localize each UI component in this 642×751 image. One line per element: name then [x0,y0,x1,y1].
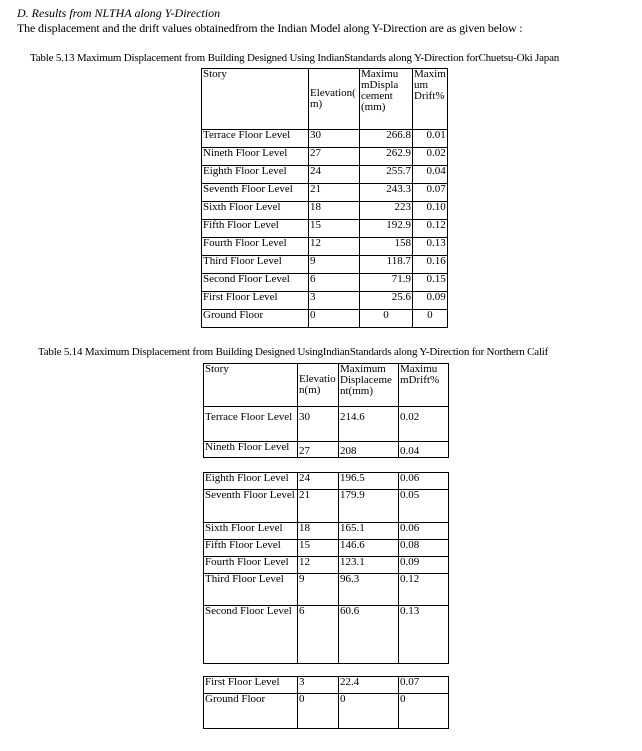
drift-cell: 0.04 [399,442,449,458]
story-cell: Nineth Floor Level [204,442,298,458]
story-cell: Nineth Floor Level [202,148,309,166]
drift-cell: 0.04 [413,166,448,184]
table2-part3 [203,676,449,729]
drift-cell: 0.07 [413,184,448,202]
drift-cell: 0.07 [399,677,449,694]
displacement-cell: 0 [360,310,413,328]
table-row [204,540,449,557]
drift-cell: 0.12 [413,220,448,238]
table-row [202,238,448,256]
elevation-cell: 12 [298,557,339,574]
table-row [204,473,449,490]
drift-cell: 0 [413,310,448,328]
displacement-cell: 118.7 [360,256,413,274]
table2-header-displacement: Maximum Displaceme nt(mm) [339,364,399,407]
table2-header-story: Story [204,364,298,407]
story-cell: Fourth Floor Level [202,238,309,256]
story-cell: First Floor Level [202,292,309,310]
elevation-cell: 18 [298,523,339,540]
drift-cell: 0.05 [399,490,449,523]
table2-part2 [203,472,449,664]
drift-cell: 0.16 [413,256,448,274]
table1-header-drift: Maxim um Drift% [413,69,448,130]
displacement-cell: 146.6 [339,540,399,557]
story-cell: First Floor Level [204,677,298,694]
drift-cell: 0.09 [399,557,449,574]
table-row [202,292,448,310]
drift-cell: 0.01 [413,130,448,148]
table-row [202,310,448,328]
story-cell: Third Floor Level [202,256,309,274]
elevation-cell: 12 [309,238,360,256]
story-cell: Seventh Floor Level [202,184,309,202]
drift-cell: 0.02 [413,148,448,166]
table-row [204,557,449,574]
story-cell: Fifth Floor Level [204,540,298,557]
table2-header-drift: Maximu mDrift% [399,364,449,407]
story-cell: Terrace Floor Level [202,130,309,148]
table-row [204,407,449,442]
elevation-cell: 6 [298,606,339,664]
elevation-cell: 9 [309,256,360,274]
section-heading: D. Results from NLTHA along Y-Direction [17,6,221,20]
story-cell: Eighth Floor Level [202,166,309,184]
table2-header-row [204,364,449,407]
story-cell: Terrace Floor Level [204,407,298,442]
story-cell: Sixth Floor Level [204,523,298,540]
story-cell: Sixth Floor Level [202,202,309,220]
elevation-cell: 9 [298,574,339,606]
displacement-cell: 243.3 [360,184,413,202]
table-row [202,256,448,274]
displacement-cell: 25.6 [360,292,413,310]
displacement-cell: 192.9 [360,220,413,238]
table-row [204,442,449,458]
drift-cell: 0.13 [413,238,448,256]
displacement-cell: 214.6 [339,407,399,442]
displacement-cell: 165.1 [339,523,399,540]
table-row [204,677,449,694]
drift-cell: 0.15 [413,274,448,292]
elevation-cell: 15 [309,220,360,238]
table-row [204,694,449,729]
displacement-cell: 262.9 [360,148,413,166]
displacement-cell: 196.5 [339,473,399,490]
table-row [202,166,448,184]
displacement-cell: 60.6 [339,606,399,664]
drift-cell: 0.13 [399,606,449,664]
table-row [204,606,449,664]
table1 [201,68,448,328]
drift-cell: 0.06 [399,523,449,540]
displacement-cell: 255.7 [360,166,413,184]
drift-cell: 0.12 [399,574,449,606]
elevation-cell: 27 [309,148,360,166]
elevation-cell: 0 [298,694,339,729]
displacement-cell: 208 [339,442,399,458]
elevation-cell: 21 [298,490,339,523]
elevation-cell: 30 [298,407,339,442]
table2-header-elevation: Elevatio n(m) [298,364,339,407]
story-cell: Fourth Floor Level [204,557,298,574]
elevation-cell: 30 [309,130,360,148]
elevation-cell: 27 [298,442,339,458]
elevation-cell: 18 [309,202,360,220]
story-cell: Ground Floor [202,310,309,328]
displacement-cell: 71.9 [360,274,413,292]
displacement-cell: 22.4 [339,677,399,694]
table-row [204,523,449,540]
elevation-cell: 24 [309,166,360,184]
elevation-cell: 24 [298,473,339,490]
table-row [202,202,448,220]
story-cell: Ground Floor [204,694,298,729]
story-cell: Eighth Floor Level [204,473,298,490]
table-row [202,184,448,202]
drift-cell: 0.02 [399,407,449,442]
story-cell: Fifth Floor Level [202,220,309,238]
elevation-cell: 6 [309,274,360,292]
drift-cell: 0.10 [413,202,448,220]
table-row [202,220,448,238]
elevation-cell: 21 [309,184,360,202]
table-row [202,130,448,148]
elevation-cell: 3 [309,292,360,310]
table1-header-elevation: Elevation( m) [309,69,360,130]
displacement-cell: 223 [360,202,413,220]
elevation-cell: 0 [309,310,360,328]
table2-part1 [203,363,449,458]
elevation-cell: 3 [298,677,339,694]
intro-paragraph: The displacement and the drift values obtainedfrom the Indian Model along Y-Direction are as given below : [17,21,523,35]
table-row [204,490,449,523]
drift-cell: 0.08 [399,540,449,557]
elevation-cell: 15 [298,540,339,557]
story-cell: Third Floor Level [204,574,298,606]
drift-cell: 0.06 [399,473,449,490]
displacement-cell: 0 [339,694,399,729]
displacement-cell: 266.8 [360,130,413,148]
table1-header-displacement: Maximu mDispla cement (mm) [360,69,413,130]
table-row [202,148,448,166]
drift-cell: 0 [399,694,449,729]
table1-header-row [202,69,448,130]
table-row [204,574,449,606]
table-row [202,274,448,292]
displacement-cell: 123.1 [339,557,399,574]
displacement-cell: 179.9 [339,490,399,523]
story-cell: Seventh Floor Level [204,490,298,523]
drift-cell: 0.09 [413,292,448,310]
table2-caption: Table 5.14 Maximum Displacement from Building Designed UsingIndianStandards along Y-Direction for Northern Calif [38,346,549,358]
table1-header-story: Story [202,69,309,130]
displacement-cell: 158 [360,238,413,256]
story-cell: Second Floor Level [202,274,309,292]
story-cell: Second Floor Level [204,606,298,664]
displacement-cell: 96.3 [339,574,399,606]
table1-caption: Table 5.13 Maximum Displacement from Building Designed Using IndianStandards along Y-Direction forChuetsu-Oki Japan [30,52,560,64]
